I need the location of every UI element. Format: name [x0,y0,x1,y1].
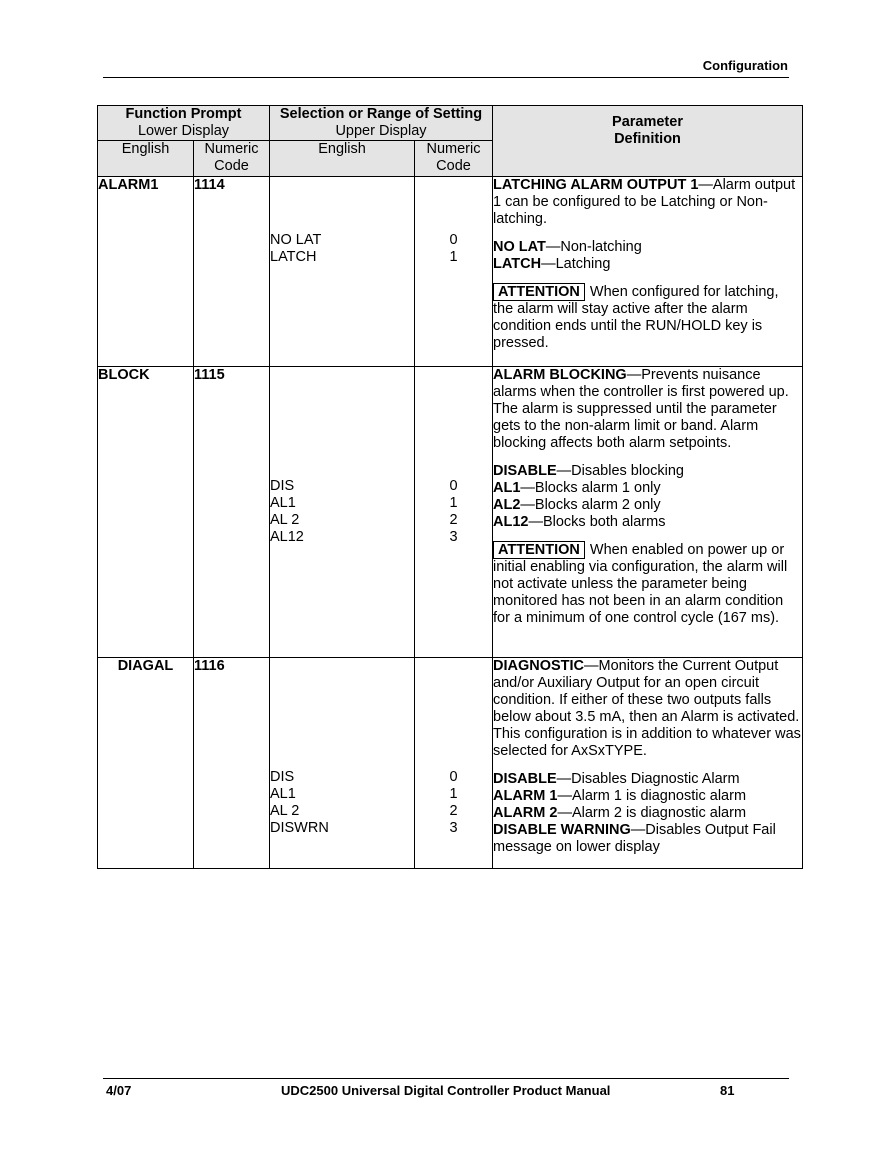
english-header-upper: English [270,141,415,177]
configuration-table [97,105,803,869]
option-item: ALARM 2—Alarm 2 is diagnostic alarm [493,805,747,821]
selection-item: DISWRN [270,820,329,836]
option-list [493,463,802,531]
option-item: DISABLE—Disables blocking [493,463,684,479]
function-prompt-cell: BLOCK [98,367,194,658]
selection-code-cell [415,658,493,869]
selection-code: 1 [449,495,458,511]
function-prompt-cell: ALARM1 [98,177,194,367]
selection-code: 0 [449,769,458,785]
option-item: DISABLE—Disables Diagnostic Alarm [493,771,740,787]
selection-item: NO LAT [270,232,322,248]
lower-display-label: Lower Display [137,123,230,139]
option-list [493,771,802,856]
attention-note: ATTENTION When configured for latching, the alarm will stay active after the alarm condition ends until the RUN/HOLD key is pressed. [493,284,779,351]
function-prompt-header [98,106,270,141]
selection-code: 0 [449,232,458,248]
option-item: AL1—Blocks alarm 1 only [493,480,661,496]
table-row [98,367,803,658]
option-item: AL2—Blocks alarm 2 only [493,497,661,513]
selection-code: 2 [449,512,458,528]
selection-item: AL 2 [270,512,300,528]
selection-item: DIS [270,478,295,494]
selection-cell [270,367,415,658]
definition-intro: ALARM BLOCKING—Prevents nuisance alarms when the controller is first powered up. The alarm is suppressed until the parameter gets to the non-alarm limit or band. Alarm blocking affects both alarm setpoints. [493,367,789,451]
section-title: Configuration [702,58,788,73]
selection-item: AL1 [270,786,296,802]
selection-code-cell [415,367,493,658]
option-item: AL12—Blocks both alarms [493,514,666,530]
selection-code: 0 [449,478,458,494]
definition-label: Definition [614,131,681,147]
parameter-label: Parameter [612,114,683,130]
selection-item: DIS [270,769,295,785]
selection-code: 2 [449,803,458,819]
attention-badge: ATTENTION [493,283,585,301]
selection-item: AL1 [270,495,296,511]
page-number: 81 [720,1083,735,1098]
header-rule [103,77,789,78]
table-row [98,658,803,869]
numeric-code-cell: 1114 [194,177,270,367]
numeric-code-header-lower: Numeric Code [194,141,270,177]
header-row-1 [98,106,803,141]
footer-rule [103,1078,789,1079]
numeric-code-cell: 1115 [194,367,270,658]
definition-cell [493,177,803,367]
english-header-lower: English [98,141,194,177]
parameter-definition-header [493,106,803,177]
selection-item: AL 2 [270,803,300,819]
option-item: ALARM 1—Alarm 1 is diagnostic alarm [493,788,747,804]
selection-code: 3 [449,529,458,545]
selection-label: Selection or Range of Setting [279,106,483,122]
definition-intro: DIAGNOSTIC—Monitors the Current Output and/or Auxiliary Output for an open circuit condition. If either of these two outputs falls below about 3.5 mA, then an Alarm is activated. This configuration is in addition to whatever was selected for AxSxTYPE. [493,658,801,759]
function-prompt-cell: DIAGAL [98,658,194,869]
selection-header [270,106,493,141]
definition-intro: LATCHING ALARM OUTPUT 1—Alarm output 1 can be configured to be Latching or Non-latching. [493,177,796,227]
selection-code: 1 [449,249,458,265]
selection-code-cell [415,177,493,367]
selection-code: 1 [449,786,458,802]
table-row [98,177,803,367]
upper-display-label: Upper Display [335,123,427,139]
numeric-code-cell: 1116 [194,658,270,869]
option-list [493,239,802,273]
option-item: DISABLE WARNING—Disables Output Fail message on lower display [493,822,776,855]
selection-cell [270,658,415,869]
selection-cell [270,177,415,367]
footer-date: 4/07 [106,1083,132,1098]
attention-note: ATTENTION When enabled on power up or initial enabling via configuration, the alarm will not activate unless the parameter being monitored has not been in an alarm condition for a minimum of one control cycle (167 ms). [493,542,788,626]
definition-cell [493,367,803,658]
attention-badge: ATTENTION [493,541,585,559]
selection-item: LATCH [270,249,317,265]
function-prompt-label: Function Prompt [125,106,242,122]
selection-code: 3 [449,820,458,836]
selection-item: AL12 [270,529,304,545]
option-item: NO LAT—Non-latching [493,239,642,255]
option-item: LATCH—Latching [493,256,611,272]
footer-title: UDC2500 Universal Digital Controller Product Manual [281,1083,611,1098]
definition-cell [493,658,803,869]
numeric-code-header-upper: Numeric Code [415,141,493,177]
